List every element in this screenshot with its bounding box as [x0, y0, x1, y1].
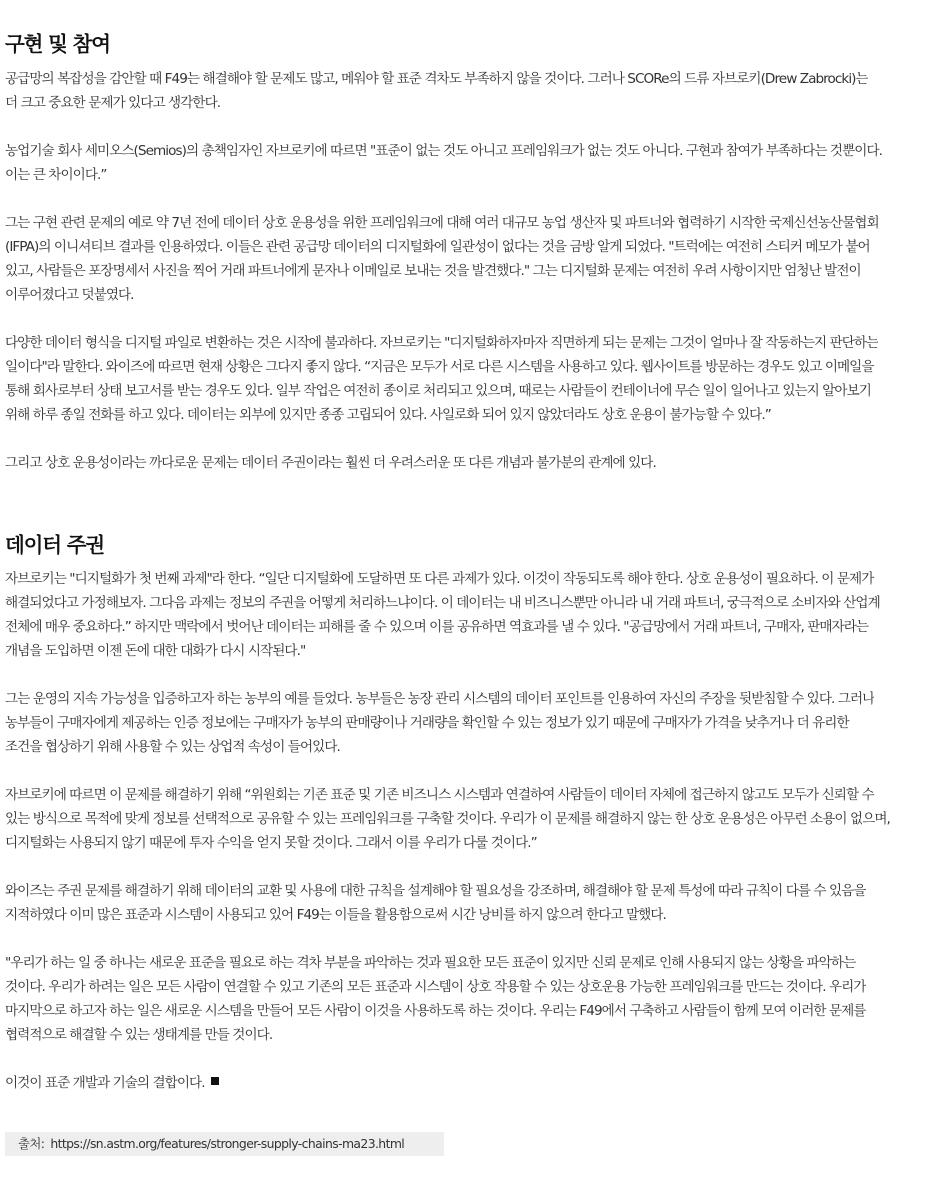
text-line: 자브로키에 따르면 이 문제를 해결하기 위해 “위원회는 기존 표준 및 기존 비즈니스 시스템과 연결하여 사람들이 데이터 자체에 접근하지 않고도 모두가 신뢰할 수: [5, 787, 874, 803]
text-line: 이루어졌다고 덧붙였다.: [5, 287, 134, 303]
section-heading: 데이터 주권: [5, 533, 104, 557]
closing-line: [5, 1071, 219, 1095]
text-line: 농업기술 회사 세미오스(Semios)의 총책임자인 자브로키에 따르면 "표준이 없는 것도 아니고 프레임워크가 없는 것도 아니다. 구현과 참여가 부족하다는 것뿐이다.: [5, 143, 883, 159]
paragraph: [5, 783, 890, 855]
text-line: 있고, 사람들은 포장명세서 사진을 찍어 거래 파트너에게 문자나 이메일로 보내는 것을 발견했다." 그는 디지털화 문제는 여전히 우려 사항이지만 엄청난 발전이: [5, 263, 861, 279]
text-line: "우리가 하는 일 중 하나는 새로운 표준을 필요로 하는 격차 부분을 파악하는 것과 필요한 모든 표준이 있지만 신뢰 문제로 인해 사용되지 않는 상황을 파악하는: [5, 955, 856, 971]
paragraph: [5, 567, 880, 663]
text-line: 이는 큰 차이이다.”: [5, 167, 107, 183]
text-line: 해결되었다고 가정해보자. 그다음 과제는 정보의 주권을 어떻게 처리하느냐이다. 이 데이터는 내 비즈니스뿐만 아니라 내 거래 파트너, 궁극적으로 소비자와 산업계: [5, 595, 880, 611]
text-line: 있는 방식으로 목적에 맞게 정보를 선택적으로 공유할 수 있는 프레임워크를 구축할 것이다. 우리가 이 문제를 해결하지 않는 한 상호 운용성은 아무런 소용이 없으며,: [5, 811, 890, 827]
paragraph: [5, 451, 656, 475]
paragraph: [5, 67, 868, 115]
text-line: 농부들이 구매자에게 제공하는 인증 정보에는 구매자가 농부의 판매량이나 거래량을 확인할 수 있는 정보가 있기 때문에 구매자가 가격을 낮추거나 더 유리한: [5, 715, 849, 731]
text-line: 더 크고 중요한 문제가 있다고 생각한다.: [5, 95, 221, 111]
paragraph: [5, 331, 878, 427]
section-data-sovereignty: [5, 532, 104, 558]
text-line: 와이즈는 주권 문제를 해결하기 위해 데이터의 교환 및 사용에 대한 규칙을 설계해야 할 필요성을 강조하며, 해결해야 할 문제 특성에 따라 규칙이 다를 수 있음을: [5, 883, 866, 899]
source-label: 출처:: [18, 1136, 45, 1151]
paragraph: [5, 211, 879, 307]
text-line: 조건을 협상하기 위해 사용할 수 있는 상업적 속성이 들어있다.: [5, 739, 340, 755]
section-heading: 구현 및 참여: [5, 32, 110, 56]
text-line: (IFPA)의 이니셔티브 결과를 인용하였다. 이들은 관련 공급망 데이터의 디지털화에 일관성이 없다는 것을 금방 알게 되었다. "트럭에는 여전히 스티커 메모가 붙어: [5, 239, 870, 255]
source-url: https://sn.astm.org/features/stronger-supply-chains-ma23.html: [50, 1136, 405, 1151]
paragraph: [5, 951, 866, 1047]
text-line: 위해 하루 종일 전화를 하고 있다. 데이터는 외부에 있지만 종종 고립되어 있다. 사일로화 되어 있지 않았더라도 상호 운용이 불가능할 수 있다.”: [5, 407, 771, 423]
end-mark-square-icon: [211, 1077, 219, 1085]
text-line: 자브로키는 "디지털화가 첫 번째 과제"라 한다. “일단 디지털화에 도달하면 또 다른 과제가 있다. 이것이 작동되도록 해야 한다. 상호 운용성이 필요하다. 이 문제가: [5, 571, 874, 587]
text-line: 개념을 도입하면 이젠 돈에 대한 대화가 다시 시작된다.": [5, 643, 306, 659]
paragraph: [5, 139, 882, 187]
paragraph: [5, 1071, 219, 1095]
text-line: 이것이 표준 개발과 기술의 결합이다.: [5, 1075, 205, 1091]
text-line: 협력적으로 해결할 수 있는 생태계를 만들 것이다.: [5, 1027, 273, 1043]
text-line: 그리고 상호 운용성이라는 까다로운 문제는 데이터 주권이라는 훨씬 더 우려스러운 또 다른 개념과 불가분의 관계에 있다.: [5, 455, 656, 471]
paragraph: [5, 879, 866, 927]
text-line: 일이다"라 말한다. 와이즈에 따르면 현재 상황은 그다지 좋지 않다. “지금은 모두가 서로 다른 시스템을 사용하고 있다. 웹사이트를 방문하는 경우도 있고 이메일을: [5, 359, 874, 375]
text-line: 것이다. 우리가 하려는 일은 모든 사람이 연결할 수 있고 기존의 모든 표준과 시스템이 상호 작용할 수 있는 상호운용 가능한 프레임워크를 만드는 것이다. 우리가: [5, 979, 866, 995]
text-line: 그는 운영의 지속 가능성을 입증하고자 하는 농부의 예를 들었다. 농부들은 농장 관리 시스템의 데이터 포인트를 인용하여 자신의 주장을 뒷받침할 수 있다. 그러나: [5, 691, 875, 707]
text-line: 다양한 데이터 형식을 디지털 파일로 변환하는 것은 시작에 불과하다. 자브로키는 "디지털화하자마자 직면하게 되는 문제는 그것이 얼마나 잘 작동하는지 판단하는: [5, 335, 879, 351]
text-line: 공급망의 복잡성을 감안할 때 F49는 해결해야 할 문제도 많고, 메워야 할 표준 격차도 부족하지 않을 것이다. 그러나 SCORe의 드류 자브로키(Drew Zabrocki)는: [5, 71, 868, 87]
text-line: 그는 구현 관련 문제의 예로 약 7년 전에 데이터 상호 운용성을 위한 프레임워크에 대해 여러 대규모 농업 생산자 및 파트너와 협력하기 시작한 국제신선농산물협회: [5, 215, 879, 231]
text-line: 마지막으로 하고자 하는 일은 새로운 시스템을 만들어 모든 사람이 이것을 사용하도록 하는 것이다. 우리는 F49에서 구축하고 사람들이 함께 모여 이러한 문제를: [5, 1003, 866, 1019]
text-line: 지적하였다 이미 많은 표준과 시스템이 사용되고 있어 F49는 이들을 활용함으로써 시간 낭비를 하지 않으려 한다고 말했다.: [5, 907, 666, 923]
text-line: 전체에 매우 중요하다.” 하지만 맥락에서 벗어난 데이터는 피해를 줄 수 있으며 이를 공유하면 역효과를 낼 수 있다. "공급망에서 거래 파트너, 구매자, 판매자라는: [5, 619, 869, 635]
section-implementation: [5, 31, 110, 57]
text-line: 디지털화는 사용되지 않기 때문에 투자 수익을 얻지 못할 것이다. 그래서 이를 우리가 다룰 것이다.”: [5, 835, 537, 851]
source-box: [5, 1132, 444, 1156]
text-line: 통해 회사로부터 상태 보고서를 받는 경우도 있다. 일부 작업은 여전히 종이로 처리되고 있으며, 때로는 사람들이 컨테이너에 무슨 일이 일어나고 있는지 알아보기: [5, 383, 871, 399]
paragraph: [5, 687, 874, 759]
